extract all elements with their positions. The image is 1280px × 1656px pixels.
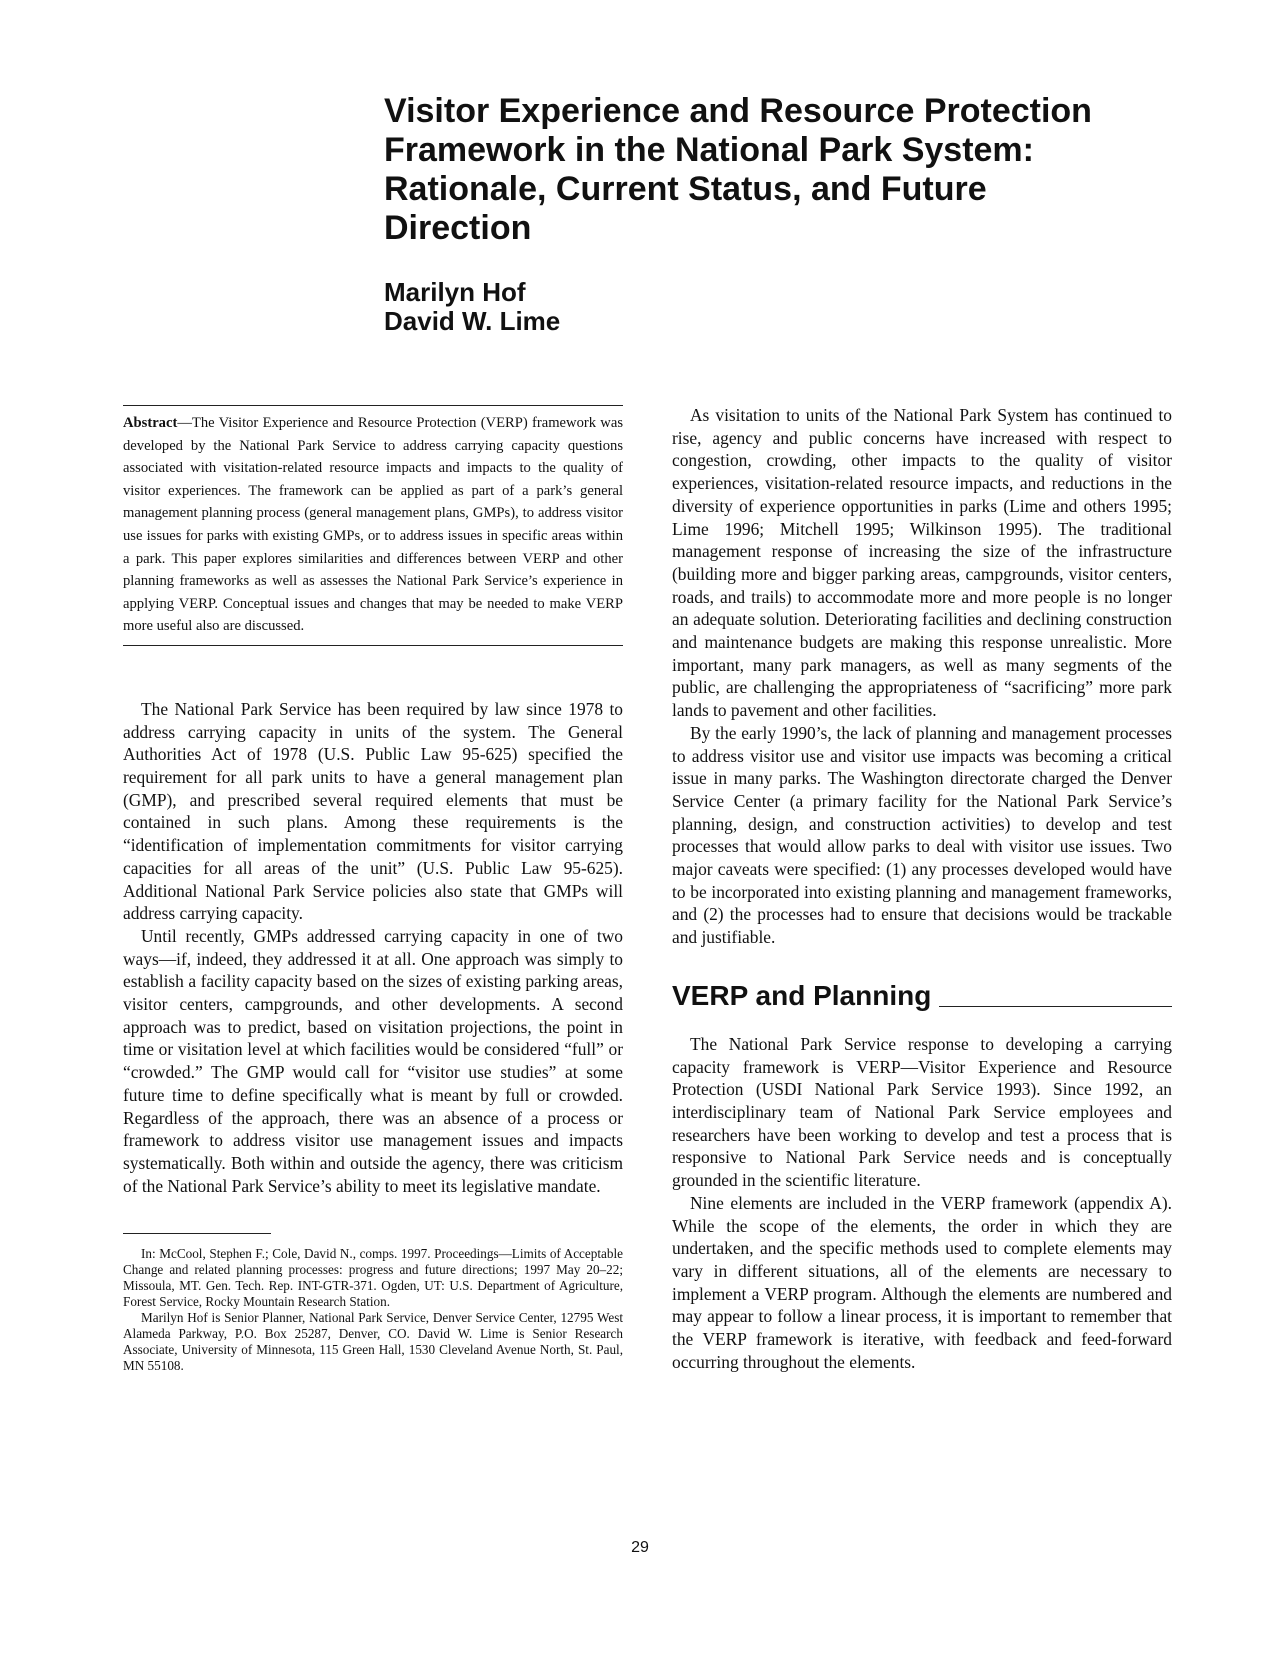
author-name: Marilyn Hof xyxy=(384,277,526,307)
footnote-citation: In: McCool, Stephen F.; Cole, David N., comps. 1997. Proceedings—Limits of Acceptable Change and related planning processes: progress and future directions; 1997 May 20–22; Missoula, MT. Gen. Tech. Rep. INT-GTR-371. Ogden, UT: U.S. Department of Agriculture, Forest Service, Rocky Mountain Research Station. xyxy=(123,1246,623,1310)
right-body-text xyxy=(672,404,1172,949)
body-paragraph: By the early 1990’s, the lack of planning and management processes to address visitor use and visitor use impacts was becoming a critical issue in many parks. The Washington directorate charged the Denver Service Center (a primary facility for the National Park Service’s planning, design, and construction activities) to develop and test processes that would allow parks to deal with visitor use issues. Two major caveats were specified: (1) any processes developed would have to be incorporated into existing planning and management frameworks, and (2) the processes had to ensure that decisions would be trackable and justifiable. xyxy=(672,722,1172,948)
author-name: David W. Lime xyxy=(384,306,561,336)
title-line: Visitor Experience and Resource Protection xyxy=(384,92,1092,130)
abstract-box xyxy=(123,405,623,646)
body-paragraph: Until recently, GMPs addressed carrying capacity in one of two ways—if, indeed, they addressed it at all. One approach was simply to establish a facility capacity based on the sizes of existing parking areas, visitor centers, campgrounds, and other developments. A second approach was to predict, based on visitation projections, the point in time or visitation level at which facilities would be considered “full” or “crowded.” The GMP would call for “visitor use studies” at some future time to define specifically what is meant by full or crowded. Regardless of the approach, there was an absence of a process or framework to address visitor use management issues and impacts systematically. Both within and outside the agency, there was criticism of the National Park Service’s ability to meet its legislative mandate. xyxy=(123,925,623,1196)
section-heading-text: VERP and Planning xyxy=(672,979,932,1011)
title-line: Direction xyxy=(384,209,532,247)
left-column xyxy=(123,405,623,1374)
footnotes xyxy=(123,1246,623,1374)
title-line: Framework in the National Park System: xyxy=(384,131,1034,169)
left-body-text xyxy=(123,698,623,1197)
abstract-text: —The Visitor Experience and Resource Protection (VERP) framework was developed by the National Park Service to address carrying capacity questions associated with visitation-related resource impacts and impacts to the quality of visitor experiences. The framework can be applied as part of a park’s general management planning process (general management plans, GMPs), to address visitor use issues for parks with existing GMPs, or to address issues in specific areas within a park. This paper explores similarities and differences between VERP and other planning frameworks as well as assesses the National Park Service’s experience in applying VERP. Conceptual issues and changes that may be needed to make VERP more useful also are discussed. xyxy=(123,415,623,635)
section-heading xyxy=(672,979,1172,1013)
body-paragraph: The National Park Service response to developing a carrying capacity framework is VERP—Visitor Experience and Resource Protection (USDI National Park Service 1993). Since 1992, an interdisciplinary team of National Park Service employees and researchers have been working to develop and test a process that is responsive to National Park Service needs and is conceptually grounded in the scientific literature. xyxy=(672,1033,1172,1191)
body-paragraph: Nine elements are included in the VERP framework (appendix A). While the scope of the elements, the order in which they are undertaken, and the specific methods used to complete elements may vary in different situations, all of the elements are necessary to implement a VERP program. Although the elements are numbered and may appear to follow a linear process, it is important to remember that the VERP framework is iterative, with feedback and feed-forward occurring throughout the elements. xyxy=(672,1192,1172,1372)
page-number: 29 xyxy=(631,1539,649,1556)
footnote-divider xyxy=(123,1233,271,1234)
section-heading-rule xyxy=(939,1006,1172,1007)
section-body-text xyxy=(672,1033,1172,1374)
footnote-affiliations: Marilyn Hof is Senior Planner, National Park Service, Denver Service Center, 12795 West Alameda Parkway, P.O. Box 25287, Denver, CO. David W. Lime is Senior Research Associate, University of Minnesota, 115 Green Hall, 1530 Cleveland Avenue North, St. Paul, MN 55108. xyxy=(123,1310,623,1374)
body-paragraph: As visitation to units of the National Park System has continued to rise, agency and public concerns have increased with respect to congestion, crowding, other impacts to the quality of visitor experiences, visitation-related resource impacts, and reductions in the diversity of experience opportunities in parks (Lime and others 1995; Lime 1996; Mitchell 1995; Wilkinson 1995). The traditional management response of increasing the size of the infrastructure (building more and bigger parking areas, campgrounds, visitor centers, roads, and trails) to accommodate more and more people is no longer an adequate solution. Deteriorating facilities and declining construction and maintenance budgets are making this response unrealistic. More important, many park managers, as well as many segments of the public, are challenging the appropriateness of “sacrificing” more park lands to pavement and other facilities. xyxy=(672,405,1172,721)
paper-title xyxy=(384,92,1184,248)
abstract-label: Abstract xyxy=(123,415,178,431)
title-line: Rationale, Current Status, and Future xyxy=(384,170,987,208)
title-block xyxy=(384,92,1184,336)
body-paragraph: The National Park Service has been required by law since 1978 to address carrying capacity in units of the system. The General Authorities Act of 1978 (U.S. Public Law 95-625) specified the requirement for all park units to have a general management plan (GMP), and prescribed several required elements that must be contained in such plans. Among these requirements is the “identification of implementation commitments for visitor carrying capacities for all areas of the unit” (U.S. Public Law 95-625). Additional National Park Service policies also state that GMPs will address carrying capacity. xyxy=(123,698,623,924)
right-column xyxy=(672,404,1172,1373)
author-list xyxy=(384,278,1184,336)
